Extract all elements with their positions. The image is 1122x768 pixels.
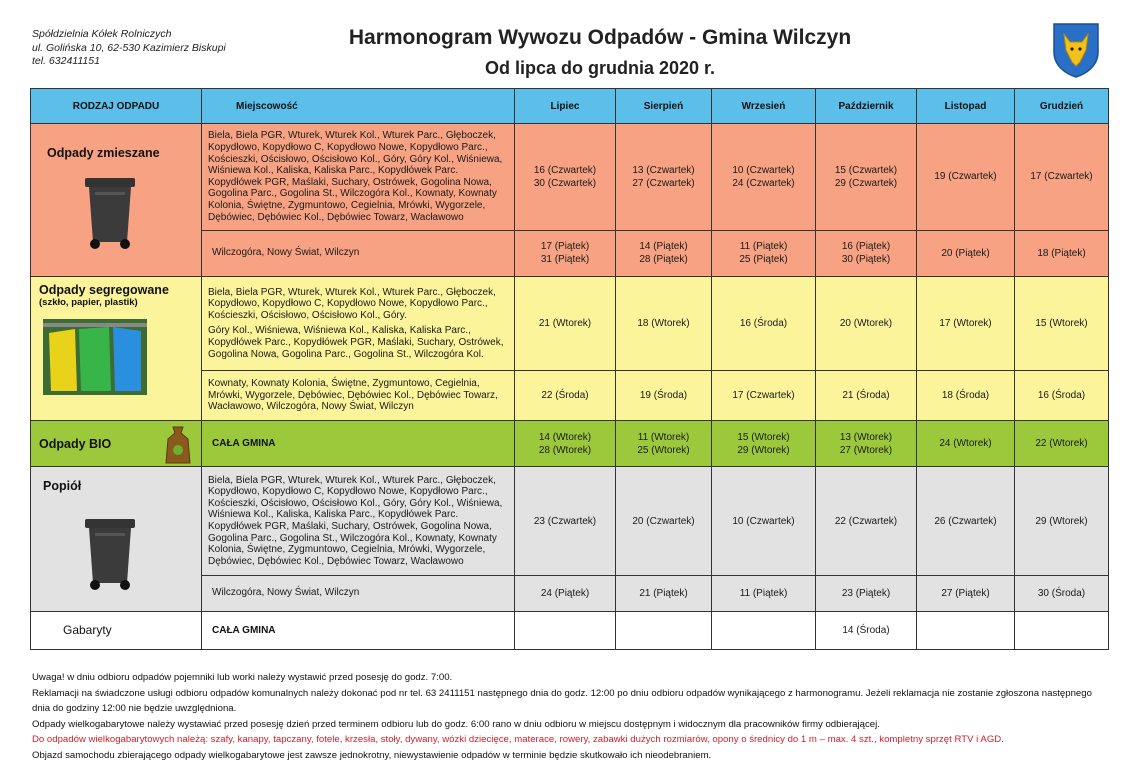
table-row xyxy=(31,421,1109,467)
org-name: Spółdzielnia Kółek Rolniczych xyxy=(32,28,172,40)
note-line: Objazd samochodu zbierającego odpady wielkogabarytowe jest zawsze jednokrotny, niewystawienie odpadów w terminie będzie skutkowało ich nieodebraniem. xyxy=(32,749,712,761)
date-cell: 14 (Wtorek) 28 (Wtorek) xyxy=(515,421,616,467)
date-cell: 18 (Wtorek) xyxy=(616,276,712,370)
date-cell: 26 (Czwartek) xyxy=(917,467,1015,575)
category-bio xyxy=(31,421,202,467)
header-month: Grudzień xyxy=(1015,89,1109,124)
date-cell xyxy=(1015,611,1109,649)
date-cell xyxy=(917,611,1015,649)
date-cell: 24 (Piątek) xyxy=(515,575,616,611)
category-label: Popiół xyxy=(43,479,82,494)
date-cell: 11 (Wtorek) 25 (Wtorek) xyxy=(616,421,712,467)
header-month: Wrzesień xyxy=(712,89,816,124)
date-cell: 20 (Piątek) xyxy=(917,230,1015,276)
note-line-red: Do odpadów wielkogabarytowych należą: szafy, kanapy, tapczany, fotele, krzesła, stoły, dywany, wózki dziecięce, materace, rowery, zabawki dużych rozmiarów, opony o średnicy do 1 m – max. 4 szt., kompletny sprzęt RTV i AGD. xyxy=(32,734,1004,745)
category-label: Odpady BIO xyxy=(39,436,112,451)
table-row xyxy=(31,467,1109,575)
date-cell: 19 (Czwartek) xyxy=(917,124,1015,230)
header-month: Sierpień xyxy=(616,89,712,124)
date-cell xyxy=(515,611,616,649)
date-cell: 17 (Czwartek) xyxy=(712,370,816,420)
date-cell: 18 (Piątek) xyxy=(1015,230,1109,276)
date-cell: 11 (Piątek) xyxy=(712,575,816,611)
header-month: Lipiec xyxy=(515,89,616,124)
date-cell: 16 (Środa) xyxy=(1015,370,1109,420)
date-cell xyxy=(616,611,712,649)
date-cell: 29 (Wtorek) xyxy=(1015,467,1109,575)
organization-info xyxy=(32,28,226,69)
bio-bag-icon xyxy=(164,425,192,465)
category-label: Odpady segregowane xyxy=(39,282,169,297)
date-cell: 19 (Środa) xyxy=(616,370,712,420)
place-cell: Wilczogóra, Nowy Świat, Wilczyn xyxy=(202,575,515,611)
waste-bin-icon xyxy=(81,517,139,591)
date-cell: 14 (Piątek) 28 (Piątek) xyxy=(616,230,712,276)
date-cell: 30 (Środa) xyxy=(1015,575,1109,611)
place-cell: Biela, Biela PGR, Wturek, Wturek Kol., Wturek Parc., Głęboczek, Kopydłowo, Kopydłowo C, Kopydłowo Nowe, Kopydłowo Parc., Kościeszki, Ościsłowo, Ościsłowo Kol., Góry, Góry Kol., Wiśniewa, Wiśniewa Kol., Kaliska, Kaliska Parc., Kopydłówek Parc. Kopydłówek PGR, Maślaki, Suchary, Ostrówek, Gogolina Nowa, Gogolina Parc., Gogolina St., Wilczogóra Kol., Kownaty, Kownaty Kolonia, Świętne, Zygmuntowo, Cegielnia, Mrówki, Wygorzele, Dębówiec, Dębówiec Kol., Dębówiec Towarz, Wacławowo xyxy=(202,467,515,575)
date-cell: 10 (Czwartek) xyxy=(712,467,816,575)
org-address: ul. Golińska 10, 62-530 Kazimierz Biskupi xyxy=(32,41,226,54)
table-header-row xyxy=(31,89,1109,124)
date-cell: 21 (Piątek) xyxy=(616,575,712,611)
date-cell: 22 (Czwartek) xyxy=(816,467,917,575)
category-label: Odpady zmieszane xyxy=(47,146,160,161)
page-title: Harmonogram Wywozu Odpadów - Gmina Wilczyn xyxy=(348,26,852,49)
date-cell: 17 (Czwartek) xyxy=(1015,124,1109,230)
coat-of-arms-icon xyxy=(1052,22,1100,78)
header-waste-type: RODZAJ ODPADU xyxy=(31,89,202,124)
category-ash xyxy=(31,467,202,612)
recycling-bags-icon xyxy=(43,319,147,395)
date-cell: 18 (Środa) xyxy=(917,370,1015,420)
date-cell: 16 (Piątek) 30 (Piątek) xyxy=(816,230,917,276)
date-cell xyxy=(712,611,816,649)
category-sublabel: (szkło, papier, plastik) xyxy=(39,296,138,308)
page-subtitle: Od lipca do grudnia 2020 r. xyxy=(484,58,716,78)
date-cell: 11 (Piątek) 25 (Piątek) xyxy=(712,230,816,276)
note-line: Reklamacji na świadczone usługi odbioru odpadów komunalnych należy dokonać pod nr tel. 63 2411151 następnego dnia do godz. 12:00 po dniu odbioru odpadów wynikającego z harmonogramu. Jeżeli reklamacja nie zostanie zgłoszona następnego dnia do godziny 12:00 nie będzie uwzględniona. xyxy=(32,687,1092,714)
place-cell: CAŁA GMINA xyxy=(202,611,515,649)
date-cell: 15 (Wtorek) 29 (Wtorek) xyxy=(712,421,816,467)
place-cell: Kownaty, Kownaty Kolonia, Świętne, Zygmuntowo, Cegielnia, Mrówki, Wygorzele, Dębówiec, Dębówiec Kol., Dębówiec Towarz, Wacławowo, Wilczogóra, Nowy Świat, Wilczyn xyxy=(202,370,515,420)
date-cell: 24 (Wtorek) xyxy=(917,421,1015,467)
date-cell: 17 (Piątek) 31 (Piątek) xyxy=(515,230,616,276)
date-cell: 23 (Piątek) xyxy=(816,575,917,611)
date-cell: 21 (Środa) xyxy=(816,370,917,420)
note-line: Odpady wielkogabarytowe należy wystawiać przed posesję dzień przed terminem odbioru lub do godz. 6:00 rano w dniu odbioru w miejscu dostępnym i widocznym dla pracowników firmy odbierającej. xyxy=(32,718,880,730)
table-row xyxy=(31,276,1109,370)
date-cell: 17 (Wtorek) xyxy=(917,276,1015,370)
note-line: Uwaga! w dniu odbioru odpadów pojemniki lub worki należy wystawić przed posesję do godz. 7:00. xyxy=(32,672,453,683)
date-cell: 23 (Czwartek) xyxy=(515,467,616,575)
notes-section xyxy=(32,670,1102,763)
place-cell: Biela, Biela PGR, Wturek, Wturek Kol., Wturek Parc., Głęboczek, Kopydłowo, Kopydłowo C, Kopydłowo Nowe, Kopydłowo Parc., Kościeszki, Ościsłowo, Ościsłowo Kol., Góry, Góry Kol., Wiśniewa, Wiśniewa Kol., Kaliska, Kaliska Parc., Kopydłówek Parc. Kopydłówek PGR, Maślaki, Suchary, Ostrówek, Gogolina Nowa, Gogolina Parc., Gogolina St., Wilczogóra Kol., Kownaty, Kownaty Kolonia, Świętne, Zygmuntowo, Cegielnia, Mrówki, Wygorzele, Dębówiec, Dębówiec Kol., Dębówiec Towarz, Wacławowo xyxy=(202,124,515,230)
date-cell: 16 (Środa) xyxy=(712,276,816,370)
date-cell: 20 (Wtorek) xyxy=(816,276,917,370)
category-mixed xyxy=(31,124,202,277)
place-cell: Biela, Biela PGR, Wturek, Wturek Kol., Wturek Parc., Głęboczek, Kopydłowo, Kopydłowo C, Kopydłowo Nowe, Kopydłowo Parc., Kościeszki, Ościsłowo, Ościsłowo Kol., Góry. Góry Kol., Wiśniewa, Wiśniewa Kol., Kaliska, Kaliska Parc., Kopydłówek Parc., Kopydłówek PGR, Maślaki, Suchary, Ostrówek, Gogolina Nowa, Gogolina Parc., Gogolina St., Wilczogóra Kol. xyxy=(202,276,515,370)
date-cell: 13 (Czwartek) 27 (Czwartek) xyxy=(616,124,712,230)
date-cell: 10 (Czwartek) 24 (Czwartek) xyxy=(712,124,816,230)
date-cell: 22 (Wtorek) xyxy=(1015,421,1109,467)
table-row xyxy=(31,611,1109,649)
org-phone: tel. 632411151 xyxy=(32,55,100,67)
date-cell: 15 (Wtorek) xyxy=(1015,276,1109,370)
date-cell: 14 (Środa) xyxy=(816,611,917,649)
schedule-table xyxy=(30,88,1109,650)
date-cell: 15 (Czwartek) 29 (Czwartek) xyxy=(816,124,917,230)
category-segregated xyxy=(31,276,202,421)
header-place: Miejscowość xyxy=(202,89,515,124)
table-row xyxy=(31,124,1109,230)
date-cell: 13 (Wtorek) 27 (Wtorek) xyxy=(816,421,917,467)
date-cell: 22 (Środa) xyxy=(515,370,616,420)
category-bulky: Gabaryty xyxy=(31,611,202,649)
date-cell: 27 (Piątek) xyxy=(917,575,1015,611)
date-cell: 20 (Czwartek) xyxy=(616,467,712,575)
date-cell: 21 (Wtorek) xyxy=(515,276,616,370)
header-month: Październik xyxy=(816,89,917,124)
waste-bin-icon xyxy=(81,176,139,250)
place-cell: CAŁA GMINA xyxy=(202,421,515,467)
place-cell: Wilczogóra, Nowy Świat, Wilczyn xyxy=(202,230,515,276)
header-month: Listopad xyxy=(917,89,1015,124)
date-cell: 16 (Czwartek) 30 (Czwartek) xyxy=(515,124,616,230)
